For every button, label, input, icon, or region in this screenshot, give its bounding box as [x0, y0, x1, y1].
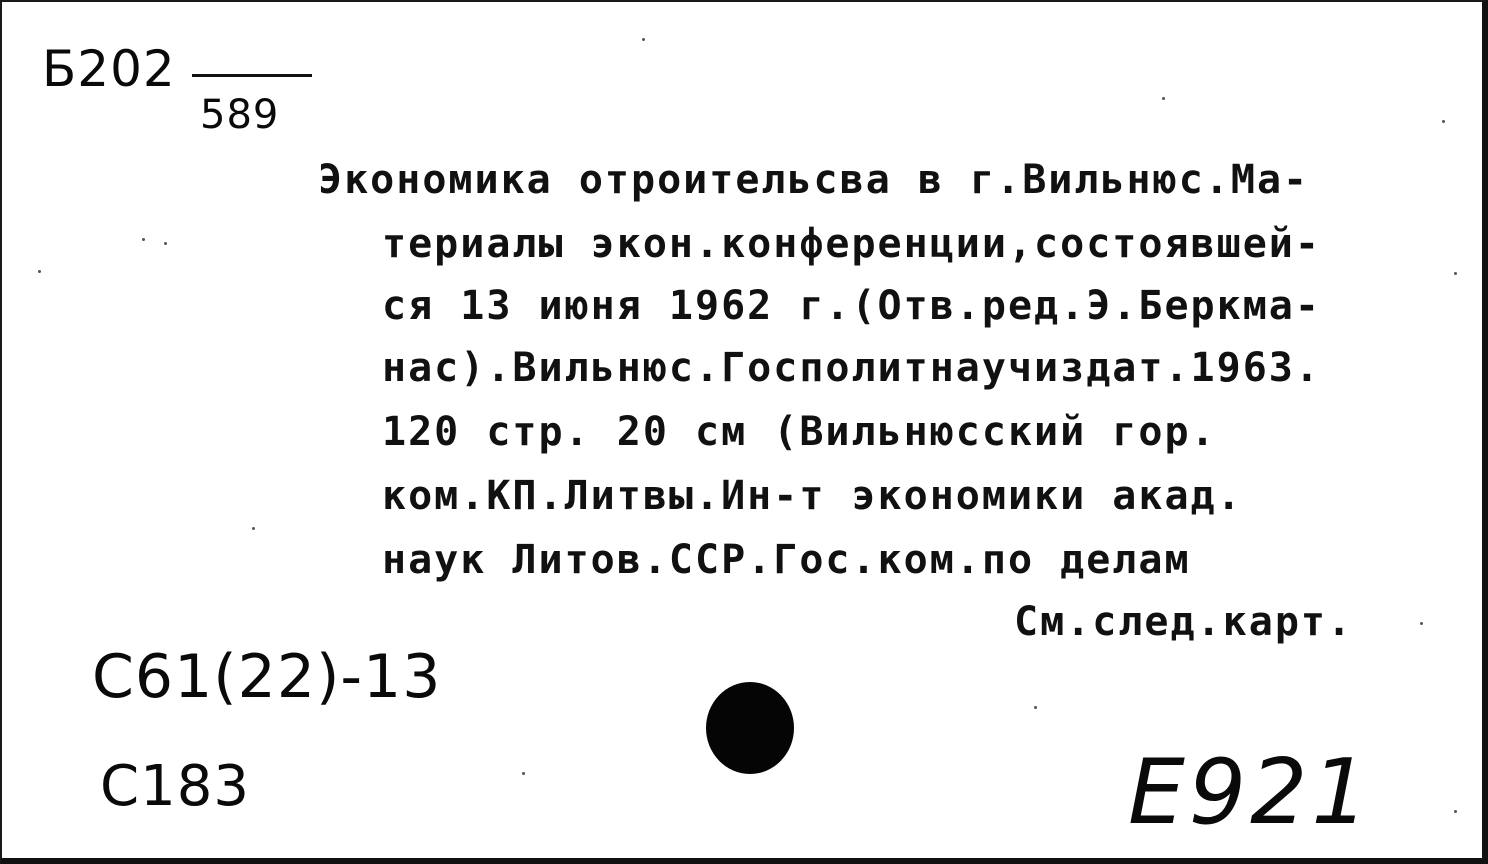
continuation-note: См.след.карт.: [1014, 599, 1354, 645]
card-text-line: наук Литов.ССР.Гос.ком.по делам: [382, 537, 1191, 583]
classification-mark: С61(22)-13: [92, 642, 442, 712]
speck: [1162, 97, 1165, 100]
speck: [164, 242, 167, 245]
shelf-mark-fraction-bar: [192, 74, 312, 77]
speck: [252, 527, 255, 530]
card-text-line: ся 13 июня 1962 г.(Отв.ред.Э.Беркма-: [382, 283, 1321, 329]
author-mark: С183: [100, 754, 250, 819]
speck: [1034, 706, 1037, 709]
punch-hole: [706, 682, 794, 774]
speck: [1442, 120, 1445, 123]
speck: [38, 270, 41, 273]
inventory-mark: Е921: [1128, 740, 1373, 845]
speck: [522, 772, 525, 775]
speck: [1420, 622, 1423, 625]
speck: [1454, 272, 1457, 275]
speck: [642, 38, 645, 41]
card-text-line: нас).Вильнюс.Госполитнаучиздат.1963.: [382, 345, 1321, 391]
card-text-line: Экономика отроительсва в г.Вильнюс.Ма-: [318, 157, 1310, 203]
shelf-mark-number: Б202: [42, 40, 176, 98]
card-text-line: 120 стр. 20 см (Вильнюсский гор.: [382, 409, 1217, 455]
speck: [1454, 810, 1457, 813]
shelf-mark: [42, 40, 280, 138]
card-text-line: ком.КП.Литвы.Ин-т экономики акад.: [382, 473, 1243, 519]
shelf-mark-fraction: 589: [200, 92, 280, 138]
speck: [142, 238, 145, 241]
card-text-line: териалы экон.конференции,состоявшей-: [382, 221, 1321, 267]
